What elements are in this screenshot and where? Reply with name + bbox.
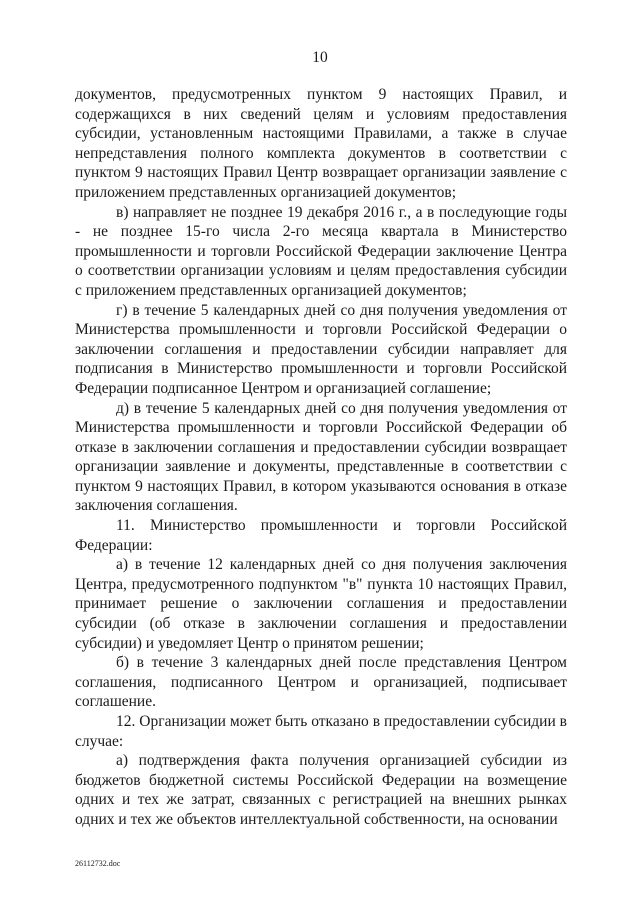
paragraph-clause-11-b: б) в течение 3 календарных дней после представления Центром соглашения, подписанного Центром и организацией, подписывает соглашение. bbox=[75, 654, 567, 711]
footer-filename: 26112732.doc bbox=[75, 859, 121, 868]
paragraph-clause-12-a: а) подтверждения факта получения организацией субсидии из бюджетов бюджетной системы Российской Федерации на возмещение одних и тех же затрат, связанных с регистрацией на внешних рынках одних и тех же объектов интеллектуальной собственности, на основании bbox=[75, 752, 567, 828]
page-number: 10 bbox=[312, 49, 328, 66]
paragraph-clause-11: 11. Министерство промышленности и торговли Российской Федерации: bbox=[75, 517, 567, 554]
paragraph-item-v: в) направляет не позднее 19 декабря 2016 г., а в последующие годы - не позднее 15-го числа 2-го месяца квартала в Министерство промышленности и торговли Российской Федерации заключение Центра о соответствии организации условиям и целям предоставления субсидии с приложением представленных организацией документов; bbox=[75, 203, 567, 299]
paragraph-item-g: г) в течение 5 календарных дней со дня получения уведомления от Министерства промышленности и торговли Российской Федерации о заключении соглашения и предоставлении субсидии направляет для подписания в Министерство промышленности и торговли Российской Федерации подписанное Центром и организацией соглашение; bbox=[75, 301, 567, 397]
paragraph-item-d: д) в течение 5 календарных дней со дня получения уведомления от Министерства промышленности и торговли Российской Федерации об отказе в заключении соглашения и предоставлении субсидии возвращает организации заявление и документы, представленные в соответствии с пунктом 9 настоящих Правил, в котором указываются основания в отказе заключения соглашения. bbox=[75, 399, 567, 515]
document-body bbox=[75, 85, 567, 830]
paragraph-clause-11-a: а) в течение 12 календарных дней со дня получения заключения Центра, предусмотренного подпунктом "в" пункта 10 настоящих Правил, принимает решение о заключении соглашения и предоставлении субсидии (об отказе в заключении соглашения и предоставлении субсидии) и уведомляет Центр о принятом решении; bbox=[75, 556, 567, 652]
paragraph-continuation: документов, предусмотренных пунктом 9 настоящих Правил, и содержащихся в них сведений целям и условиям предоставления субсидии, установленным настоящими Правилами, а также в случае непредставления полного комплекта документов в соответствии с пунктом 9 настоящих Правил Центр возвращает организации заявление с приложением представленных организацией документов; bbox=[75, 86, 567, 201]
paragraph-clause-12: 12. Организации может быть отказано в предоставлении субсидии в случае: bbox=[75, 713, 567, 750]
